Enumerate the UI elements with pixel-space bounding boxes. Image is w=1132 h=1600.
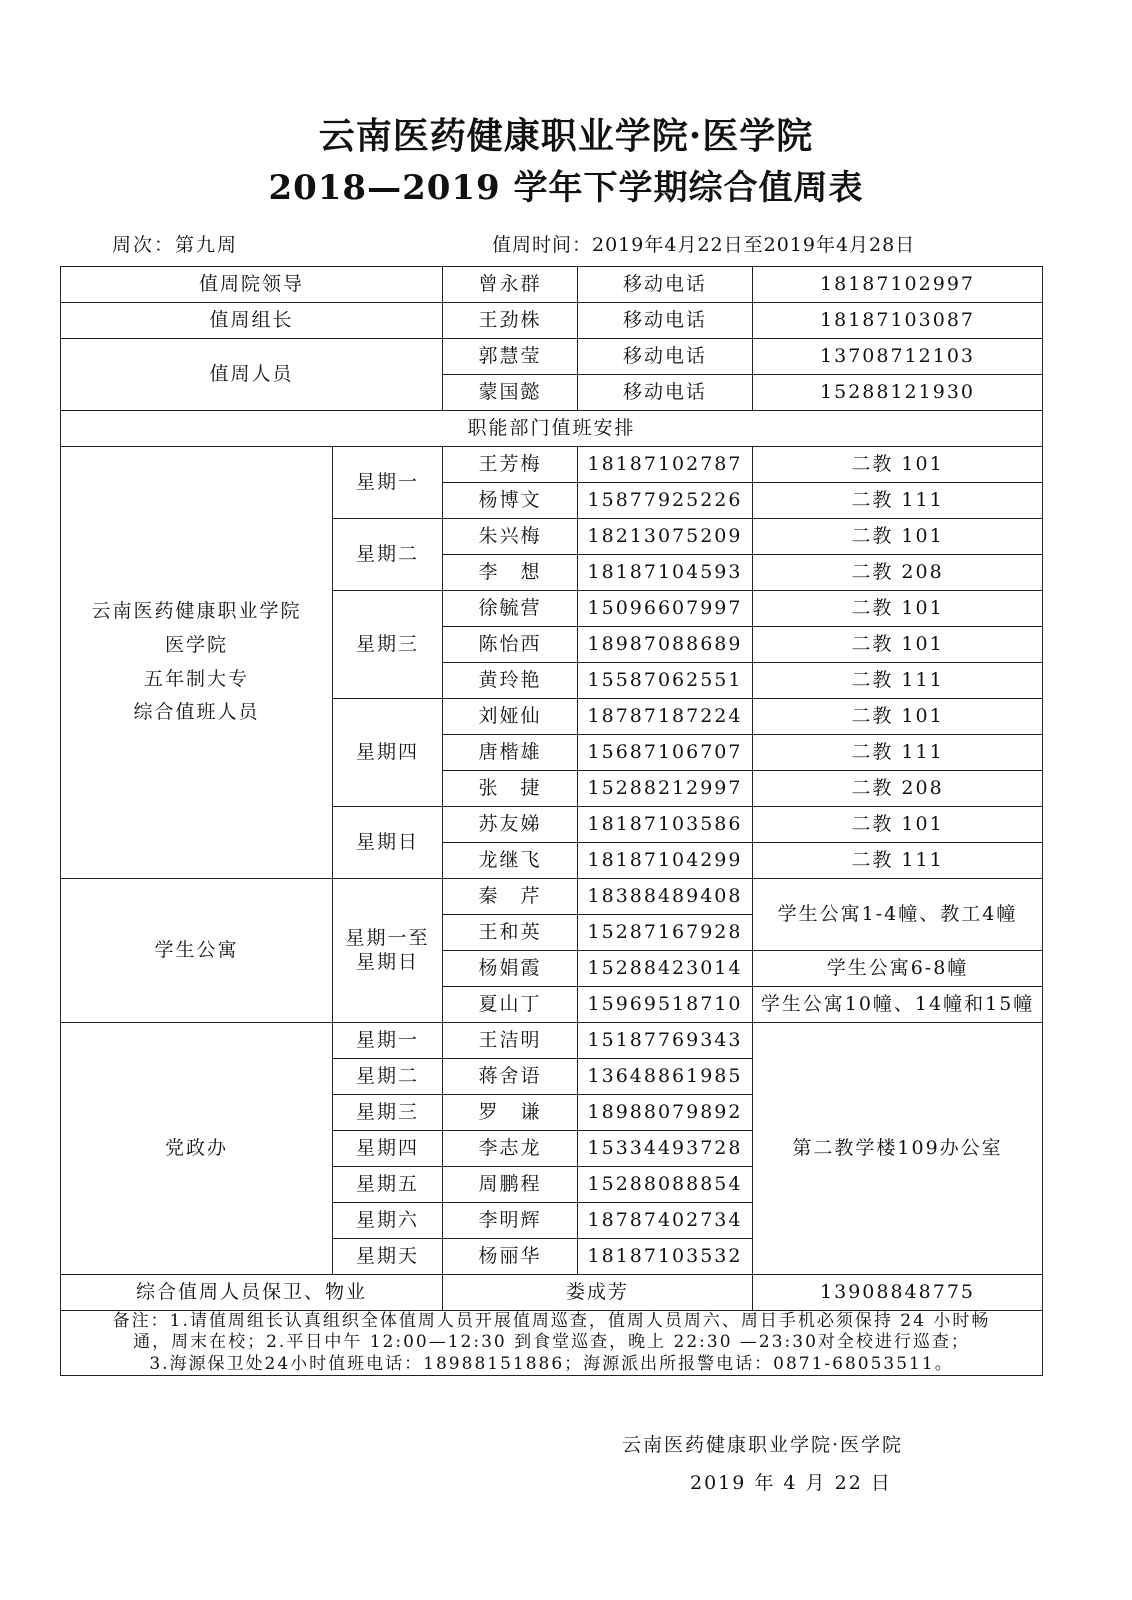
name-cell: 张 捷 [443, 771, 578, 807]
name-cell: 郭慧莹 [443, 339, 578, 375]
day-cell: 星期日 [333, 807, 443, 879]
day-cell: 星期一 [333, 1023, 443, 1059]
name-cell: 蒋舍语 [443, 1059, 578, 1095]
security-label-cell: 综合值周人员保卫、物业 [61, 1275, 443, 1311]
table-row [61, 447, 1043, 483]
phone-cell: 18213075209 [578, 519, 753, 555]
phone-cell: 15969518710 [578, 987, 753, 1023]
note-line: 备注：1.请值周组长认真组织全体值周人员开展值周巡查，值周人员周六、周日手机必须保持 24 小时畅 [112, 1311, 991, 1331]
name-cell: 唐楷雄 [443, 735, 578, 771]
location-cell: 二教 208 [753, 555, 1043, 591]
phone-cell: 15288423014 [578, 951, 753, 987]
day-cell: 星期天 [333, 1239, 443, 1275]
name-cell: 李 想 [443, 555, 578, 591]
phone-cell: 15288212997 [578, 771, 753, 807]
phone-cell: 18187103087 [753, 303, 1043, 339]
phone-cell: 18987088689 [578, 627, 753, 663]
day-line: 星期日 [356, 950, 420, 973]
phone-cell: 13708712103 [753, 339, 1043, 375]
day-cell: 星期一 [333, 447, 443, 519]
name-cell: 李明辉 [443, 1203, 578, 1239]
phone-cell: 18388489408 [578, 879, 753, 915]
signature-organization: 云南医药健康职业学院·医学院 [622, 1434, 904, 1456]
location-cell: 二教 111 [753, 483, 1043, 519]
name-cell: 朱兴梅 [443, 519, 578, 555]
phone-label-cell: 移动电话 [578, 339, 753, 375]
location-cell: 学生公寓1-4幢、教工4幢 [753, 879, 1043, 951]
phone-cell: 15687106707 [578, 735, 753, 771]
phone-cell: 18187102787 [578, 447, 753, 483]
note-line: 通，周末在校；2.平日中午 12:00—12:30 到食堂巡查，晚上 22:30 —23:30对全校进行巡查； [133, 1332, 970, 1353]
department-cell [61, 447, 333, 879]
document-title-line1: 云南医药健康职业学院·医学院 [318, 115, 814, 157]
day-cell: 星期三 [333, 591, 443, 699]
location-cell: 二教 101 [753, 447, 1043, 483]
name-cell: 苏友娣 [443, 807, 578, 843]
name-cell: 曾永群 [443, 267, 578, 303]
location-cell: 二教 111 [753, 843, 1043, 879]
phone-cell: 15334493728 [578, 1131, 753, 1167]
name-cell: 李志龙 [443, 1131, 578, 1167]
phone-cell: 15587062551 [578, 663, 753, 699]
day-line: 星期一至 [345, 926, 430, 949]
phone-label-cell: 移动电话 [578, 303, 753, 339]
phone-cell: 13648861985 [578, 1059, 753, 1095]
location-cell: 二教 101 [753, 519, 1043, 555]
role-cell: 值周组长 [61, 303, 443, 339]
phone-cell: 15187769343 [578, 1023, 753, 1059]
day-cell: 星期二 [333, 1059, 443, 1095]
phone-label-cell: 移动电话 [578, 267, 753, 303]
location-cell: 二教 101 [753, 627, 1043, 663]
day-cell: 星期三 [333, 1095, 443, 1131]
name-cell: 黄玲艳 [443, 663, 578, 699]
department-line: 医学院 [164, 633, 228, 656]
name-cell: 秦 芹 [443, 879, 578, 915]
name-cell: 龙继飞 [443, 843, 578, 879]
phone-cell: 18187102997 [753, 267, 1043, 303]
phone-cell: 18187104593 [578, 555, 753, 591]
section-header: 职能部门值班安排 [61, 411, 1043, 447]
location-cell: 学生公寓6-8幢 [753, 951, 1043, 987]
phone-cell: 18988079892 [578, 1095, 753, 1131]
location-cell: 二教 208 [753, 771, 1043, 807]
phone-cell: 15288121930 [753, 375, 1043, 411]
phone-cell: 15096607997 [578, 591, 753, 627]
phone-cell: 15288088854 [578, 1167, 753, 1203]
phone-cell: 15287167928 [578, 915, 753, 951]
department-line: 五年制大专 [143, 667, 249, 690]
name-cell: 娄成芳 [443, 1275, 753, 1311]
day-cell [333, 879, 443, 1023]
table-row [61, 1275, 1043, 1311]
signature-date: 2019 年 4 月 22 日 [690, 1472, 892, 1494]
table-row [61, 267, 1043, 303]
location-cell: 二教 111 [753, 735, 1043, 771]
location-cell: 二教 101 [753, 699, 1043, 735]
phone-cell: 18187104299 [578, 843, 753, 879]
day-cell: 星期四 [333, 699, 443, 807]
location-cell: 学生公寓10幢、14幢和15幢 [753, 987, 1043, 1023]
name-cell: 刘娅仙 [443, 699, 578, 735]
name-cell: 杨丽华 [443, 1239, 578, 1275]
name-cell: 蒙国懿 [443, 375, 578, 411]
day-cell: 星期六 [333, 1203, 443, 1239]
duty-time: 值周时间：2019年4月22日至2019年4月28日 [492, 234, 916, 256]
table-row [61, 339, 1043, 375]
phone-cell: 18187103532 [578, 1239, 753, 1275]
name-cell: 王洁明 [443, 1023, 578, 1059]
phone-cell: 18787402734 [578, 1203, 753, 1239]
day-cell: 星期四 [333, 1131, 443, 1167]
name-cell: 夏山丁 [443, 987, 578, 1023]
name-cell: 陈怡西 [443, 627, 578, 663]
name-cell: 王芳梅 [443, 447, 578, 483]
day-cell: 星期五 [333, 1167, 443, 1203]
name-cell: 王和英 [443, 915, 578, 951]
department-line: 云南医药健康职业学院 [91, 600, 302, 622]
phone-cell: 18187103586 [578, 807, 753, 843]
phone-cell: 13908848775 [753, 1275, 1043, 1311]
table-row [61, 1023, 1043, 1059]
department-cell: 党政办 [61, 1023, 333, 1275]
location-cell: 二教 101 [753, 807, 1043, 843]
duty-table [60, 266, 1043, 1376]
table-row [61, 303, 1043, 339]
table-row [61, 1311, 1043, 1376]
note-line: 3.海源保卫处24小时值班电话：18988151886；海源派出所报警电话：0871-68053511。 [149, 1353, 954, 1374]
location-cell: 二教 101 [753, 591, 1043, 627]
phone-label-cell: 移动电话 [578, 375, 753, 411]
department-line: 综合值班人员 [133, 701, 260, 724]
table-row [61, 411, 1043, 447]
location-cell: 二教 111 [753, 663, 1043, 699]
phone-cell: 18787187224 [578, 699, 753, 735]
document-title-line2: 2018—2019 学年下学期综合值周表 [268, 168, 864, 208]
location-cell: 第二教学楼109办公室 [753, 1023, 1043, 1275]
phone-cell: 15877925226 [578, 483, 753, 519]
name-cell: 杨娟霞 [443, 951, 578, 987]
name-cell: 王劲株 [443, 303, 578, 339]
table-row [61, 879, 1043, 915]
notes-cell [61, 1311, 1043, 1376]
name-cell: 徐毓营 [443, 591, 578, 627]
name-cell: 杨博文 [443, 483, 578, 519]
role-cell: 值周院领导 [61, 267, 443, 303]
role-cell: 值周人员 [61, 339, 443, 411]
name-cell: 周鹏程 [443, 1167, 578, 1203]
department-cell: 学生公寓 [61, 879, 333, 1023]
name-cell: 罗 谦 [443, 1095, 578, 1131]
week-label: 周次：第九周 [112, 234, 239, 256]
day-cell: 星期二 [333, 519, 443, 591]
